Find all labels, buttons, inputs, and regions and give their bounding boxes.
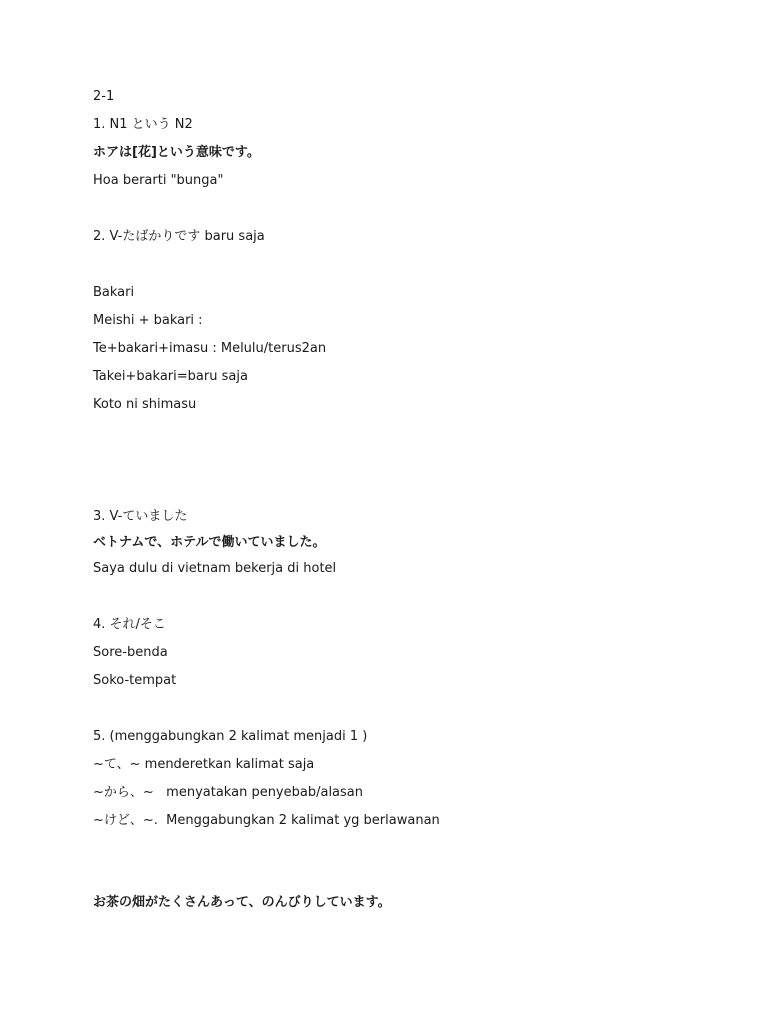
note-kedo-conjunction: ~けど、~. Menggabungkan 2 kalimat yg berlawanan	[93, 813, 440, 828]
note-soko-tempat: Soko-tempat	[93, 673, 177, 688]
note-sore-benda: Sore-benda	[93, 645, 168, 660]
translation-1: Hoa berarti "bunga"	[93, 173, 224, 188]
note-koto-ni-shimasu: Koto ni shimasu	[93, 397, 197, 412]
japanese-example-1: ホアは[花]という意味です。	[93, 145, 260, 160]
japanese-example-5: お茶の畑がたくさんあって、のんびりしています。	[93, 895, 391, 910]
note-takei-bakari: Takei+bakari=baru saja	[93, 369, 248, 384]
grammar-point-1: 1. N1 という N2	[93, 117, 193, 132]
section-heading-2-1: 2-1	[93, 89, 115, 104]
grammar-point-2: 2. V-たばかりです baru saja	[93, 229, 265, 244]
grammar-point-3: 3. V-ていました	[93, 509, 188, 524]
note-te-conjunction: ~て、~ menderetkan kalimat saja	[93, 757, 315, 772]
grammar-point-4: 4. それ/そこ	[93, 617, 166, 632]
note-kara-conjunction: ~から、~ menyatakan penyebab/alasan	[93, 785, 363, 800]
note-meishi-bakari: Meishi + bakari :	[93, 313, 203, 328]
translation-3: Saya dulu di vietnam bekerja di hotel	[93, 561, 337, 576]
note-bakari: Bakari	[93, 285, 135, 300]
grammar-point-5: 5. (menggabungkan 2 kalimat menjadi 1 )	[93, 729, 368, 744]
note-te-bakari-imasu: Te+bakari+imasu : Melulu/terus2an	[93, 341, 327, 356]
japanese-example-3: ベトナムで、ホテルで働いていました。	[93, 535, 326, 550]
